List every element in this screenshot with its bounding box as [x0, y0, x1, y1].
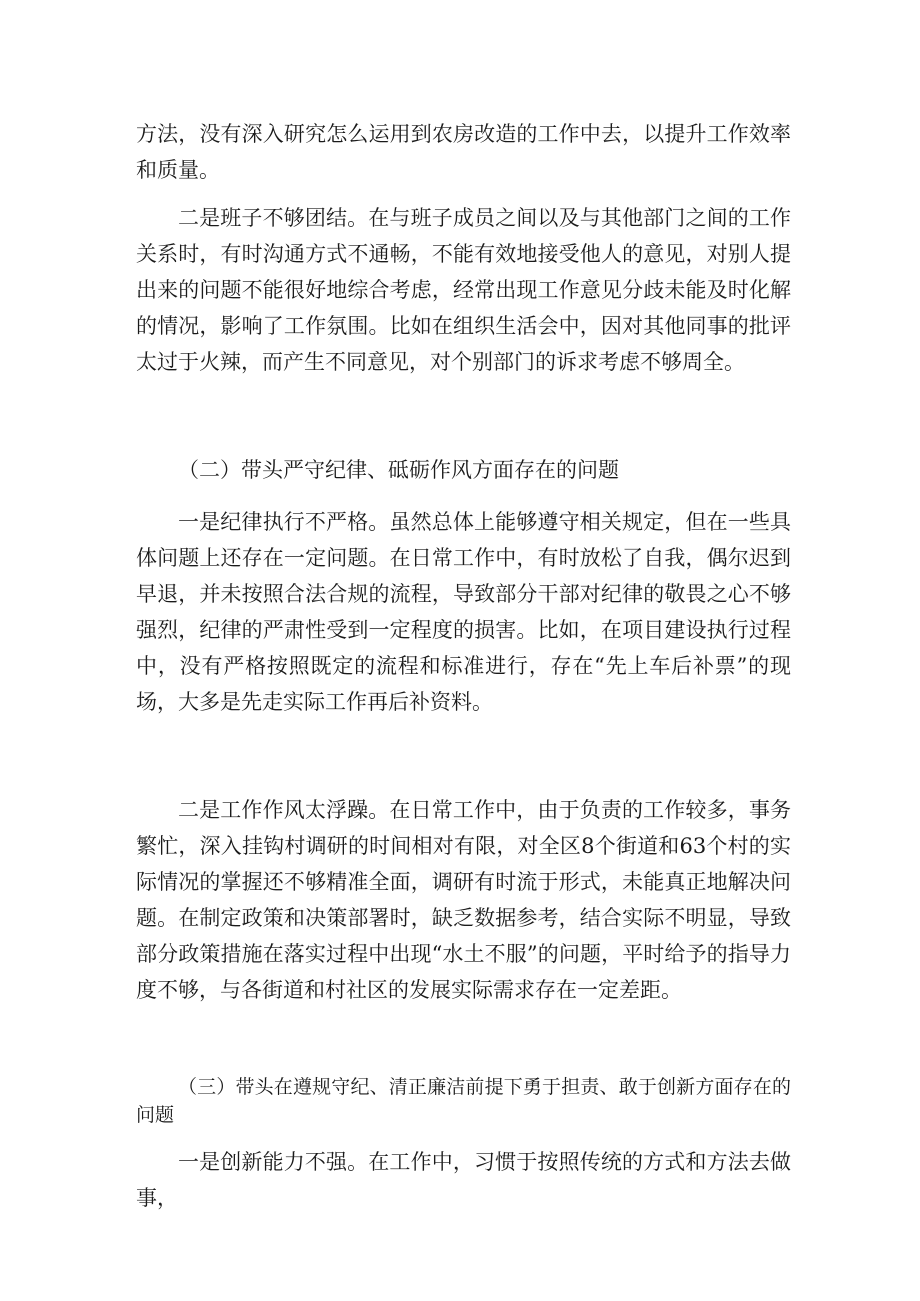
section-heading-2: （二）带头严守纪律、砥砺作风方面存在的问题 — [178, 458, 619, 482]
paragraph-team-unity: 二是班子不够团结。在与班子成员之间以及与其他部门之间的工作关系时，有时沟通方式不通畅，不能有效地接受他人的意见，对别人提出来的问题不能很好地综合考虑，经常出现工作意见分歧未能及时化解的情况，影响了工作氛围。比如在组织生活会中，因对其他同事的批评太过于火辣，而产生不同意见，对个别部门的诉求考虑不够周全。 — [136, 206, 791, 374]
paragraph-work-style: 二是工作作风太浮躁。在日常工作中，由于负责的工作较多，事务繁忙，深入挂钩村调研的时间相对有限，对全区8个街道和63个村的实际情况的掌握还不够精准全面，调研有时流于形式，未能真正地解决问题。在制定政策和决策部署时，缺乏数据参考，结合实际不明显，导致部分政策措施在落实过程中出现“水土不服”的问题，平时给予的指导力度不够，与各街道和村社区的发展实际需求存在一定差距。 — [136, 798, 791, 1002]
paragraph-innovation: 一是创新能力不强。在工作中，习惯于按照传统的方式和方法去做事， — [136, 1150, 791, 1210]
section-heading-3: （三）带头在遵规守纪、清正廉洁前提下勇于担责、敢于创新方面存在的问题 — [136, 1076, 791, 1126]
paragraph-discipline: 一是纪律执行不严格。虽然总体上能够遵守相关规定，但在一些具体问题上还存在一定问题。在日常工作中，有时放松了自我，偶尔迟到早退，并未按照合法合规的流程，导致部分干部对纪律的敬畏之心不够强烈，纪律的严肃性受到一定程度的损害。比如，在项目建设执行过程中，没有严格按照既定的流程和标准进行，存在“先上车后补票”的现场，大多是先走实际工作再后补资料。 — [136, 510, 791, 714]
paragraph-continuation: 方法，没有深入研究怎么运用到农房改造的工作中去，以提升工作效率和质量。 — [136, 122, 791, 182]
